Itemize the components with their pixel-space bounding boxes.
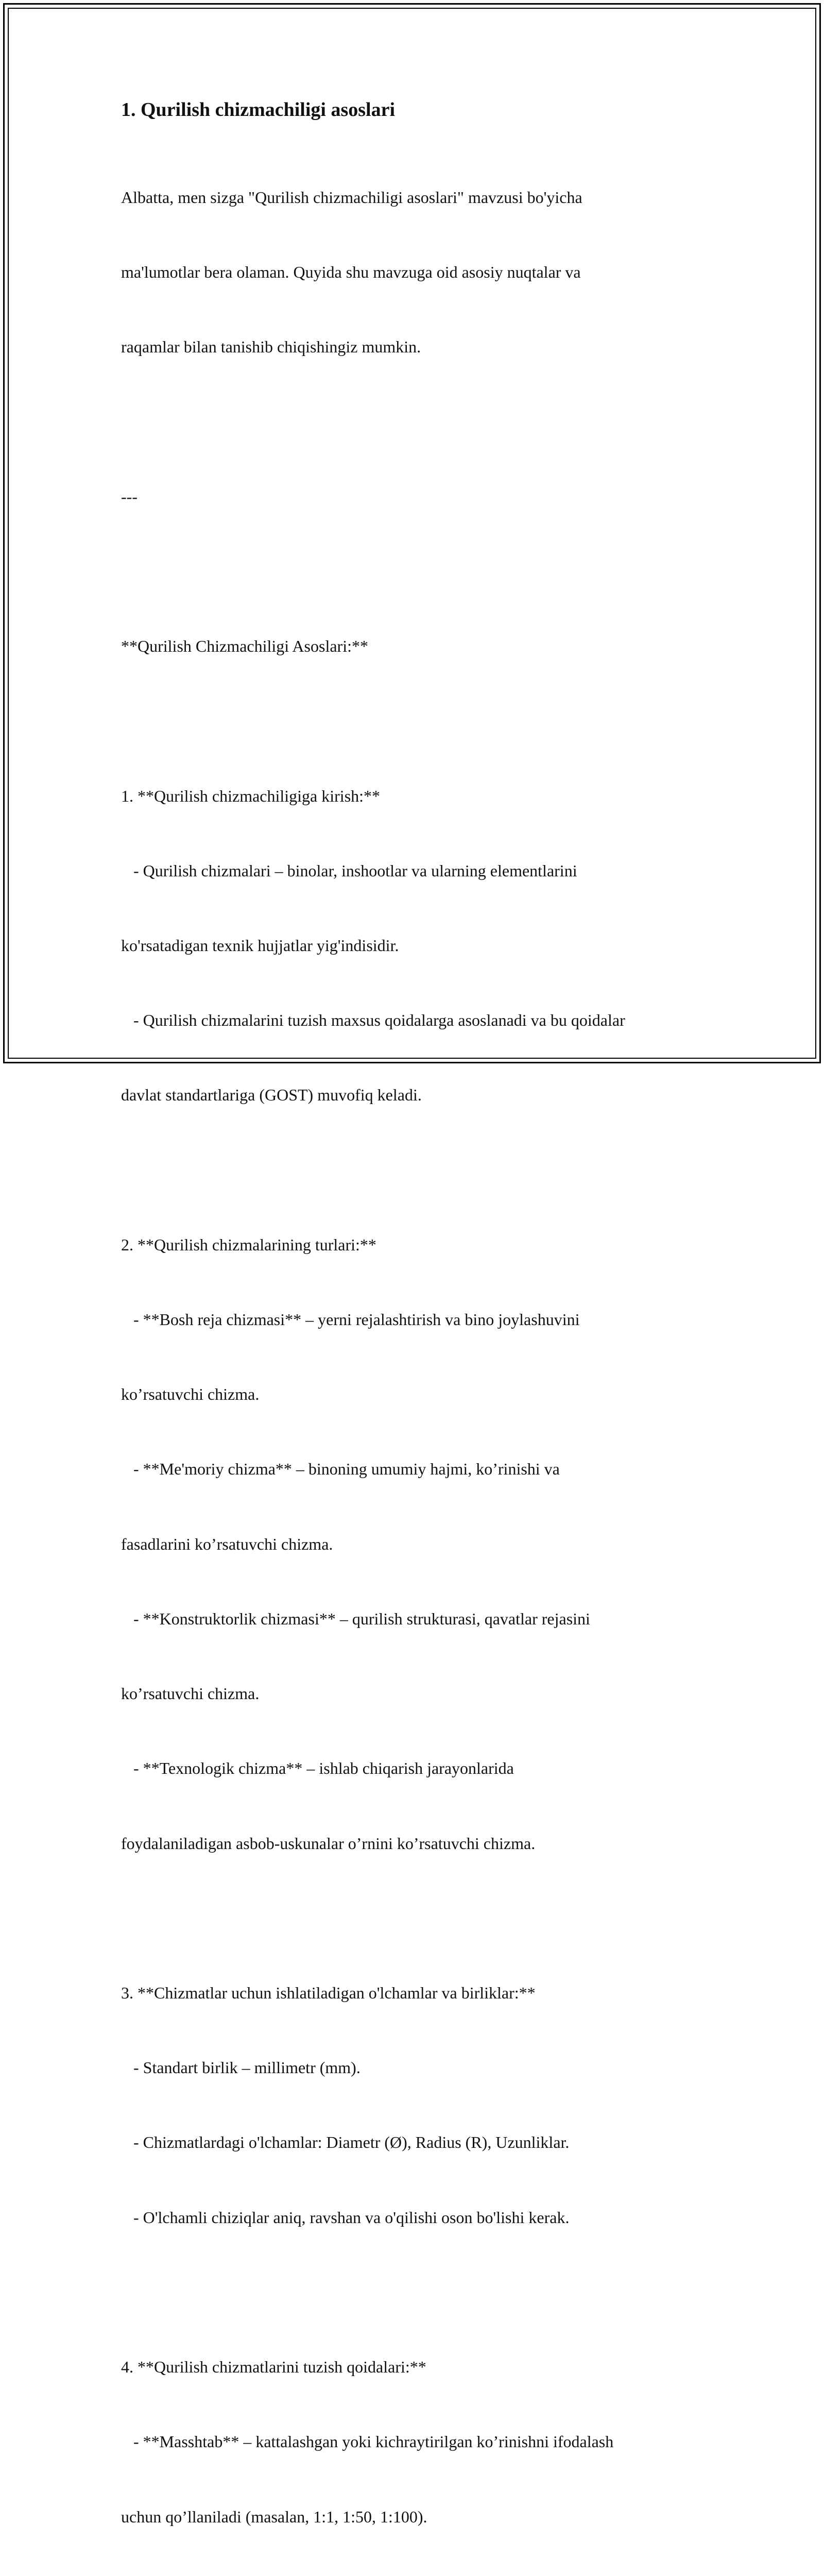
list-item: - **Masshtab** – kattalashgan yoki kichraytirilgan ko’rinishni ifodalash bbox=[121, 2432, 614, 2451]
text-line: Albatta, men sizga "Qurilish chizmachiligi asoslari" mavzusi bo'yicha bbox=[121, 188, 582, 207]
blank-line bbox=[121, 1906, 729, 1930]
list-item: - Chizmatlardagi o'lchamlar: Diametr (Ø), Radius (R), Uzunliklar. bbox=[121, 2133, 570, 2152]
list-item-continuation: fasadlarini ko’rsatuvchi chizma. bbox=[121, 1534, 333, 1553]
list-item-continuation: ko’rsatuvchi chizma. bbox=[121, 1385, 260, 1404]
list-heading: 1. **Qurilish chizmachiligiga kirish:** bbox=[121, 786, 381, 805]
document-body bbox=[121, 135, 729, 2576]
list-item: - **Bosh reja chizmasi** – yerni rejalashtirish va bino joylashuvini bbox=[121, 1310, 580, 1329]
blank-line bbox=[121, 1158, 729, 1182]
section-heading: **Qurilish Chizmachiligi Asoslari:** bbox=[121, 637, 368, 656]
list-item: - Standart birlik – millimetr (mm). bbox=[121, 2058, 360, 2077]
separator-line: --- bbox=[121, 487, 138, 506]
list-item: - Qurilish chizmalari – binolar, inshootlar va ularning elementlarini bbox=[121, 861, 577, 880]
list-item: - Qurilish chizmalarini tuzish maxsus qoidalarga asoslanadi va bu qoidalar bbox=[121, 1011, 625, 1030]
list-item: - O'lchamli chiziqlar aniq, ravshan va o'qilishi oson bo'lishi kerak. bbox=[121, 2208, 570, 2227]
blank-line bbox=[121, 409, 729, 434]
list-item-continuation: uchun qo’llaniladi (masalan, 1:1, 1:50, 1:100). bbox=[121, 2507, 427, 2526]
list-item-continuation: ko’rsatuvchi chizma. bbox=[121, 1684, 260, 1703]
list-item: - **Me'moriy chizma** – binoning umumiy hajmi, ko’rinishi va bbox=[121, 1460, 560, 1479]
list-heading: 4. **Qurilish chizmatlarini tuzish qoidalari:** bbox=[121, 2358, 426, 2377]
list-heading: 3. **Chizmatlar uchun ishlatiladigan o'lchamlar va birliklar:** bbox=[121, 1983, 536, 2002]
text-line: ma'lumotlar bera olaman. Quyida shu mavzuga oid asosiy nuqtalar va bbox=[121, 263, 581, 282]
text-line: raqamlar bilan tanishib chiqishingiz mumkin. bbox=[121, 337, 421, 357]
list-item-continuation: ko'rsatadigan texnik hujjatlar yig'indisidir. bbox=[121, 936, 399, 955]
blank-line bbox=[121, 708, 729, 733]
document-title: 1. Qurilish chizmachiligi asoslari bbox=[121, 99, 396, 121]
list-item-continuation: davlat standartlariga (GOST) muvofiq keladi. bbox=[121, 1086, 422, 1105]
list-item: - **Texnologik chizma** – ishlab chiqarish jarayonlarida bbox=[121, 1759, 514, 1778]
list-item: - **Konstruktorlik chizmasi** – qurilish strukturasi, qavatlar rejasini bbox=[121, 1609, 590, 1628]
list-heading: 2. **Qurilish chizmalarining turlari:** bbox=[121, 1235, 376, 1254]
blank-line bbox=[121, 559, 729, 584]
blank-line bbox=[121, 2280, 729, 2304]
document-content bbox=[121, 98, 729, 2576]
list-item-continuation: foydalaniladigan asbob-uskunalar o’rnini ko’rsatuvchi chizma. bbox=[121, 1834, 536, 1853]
